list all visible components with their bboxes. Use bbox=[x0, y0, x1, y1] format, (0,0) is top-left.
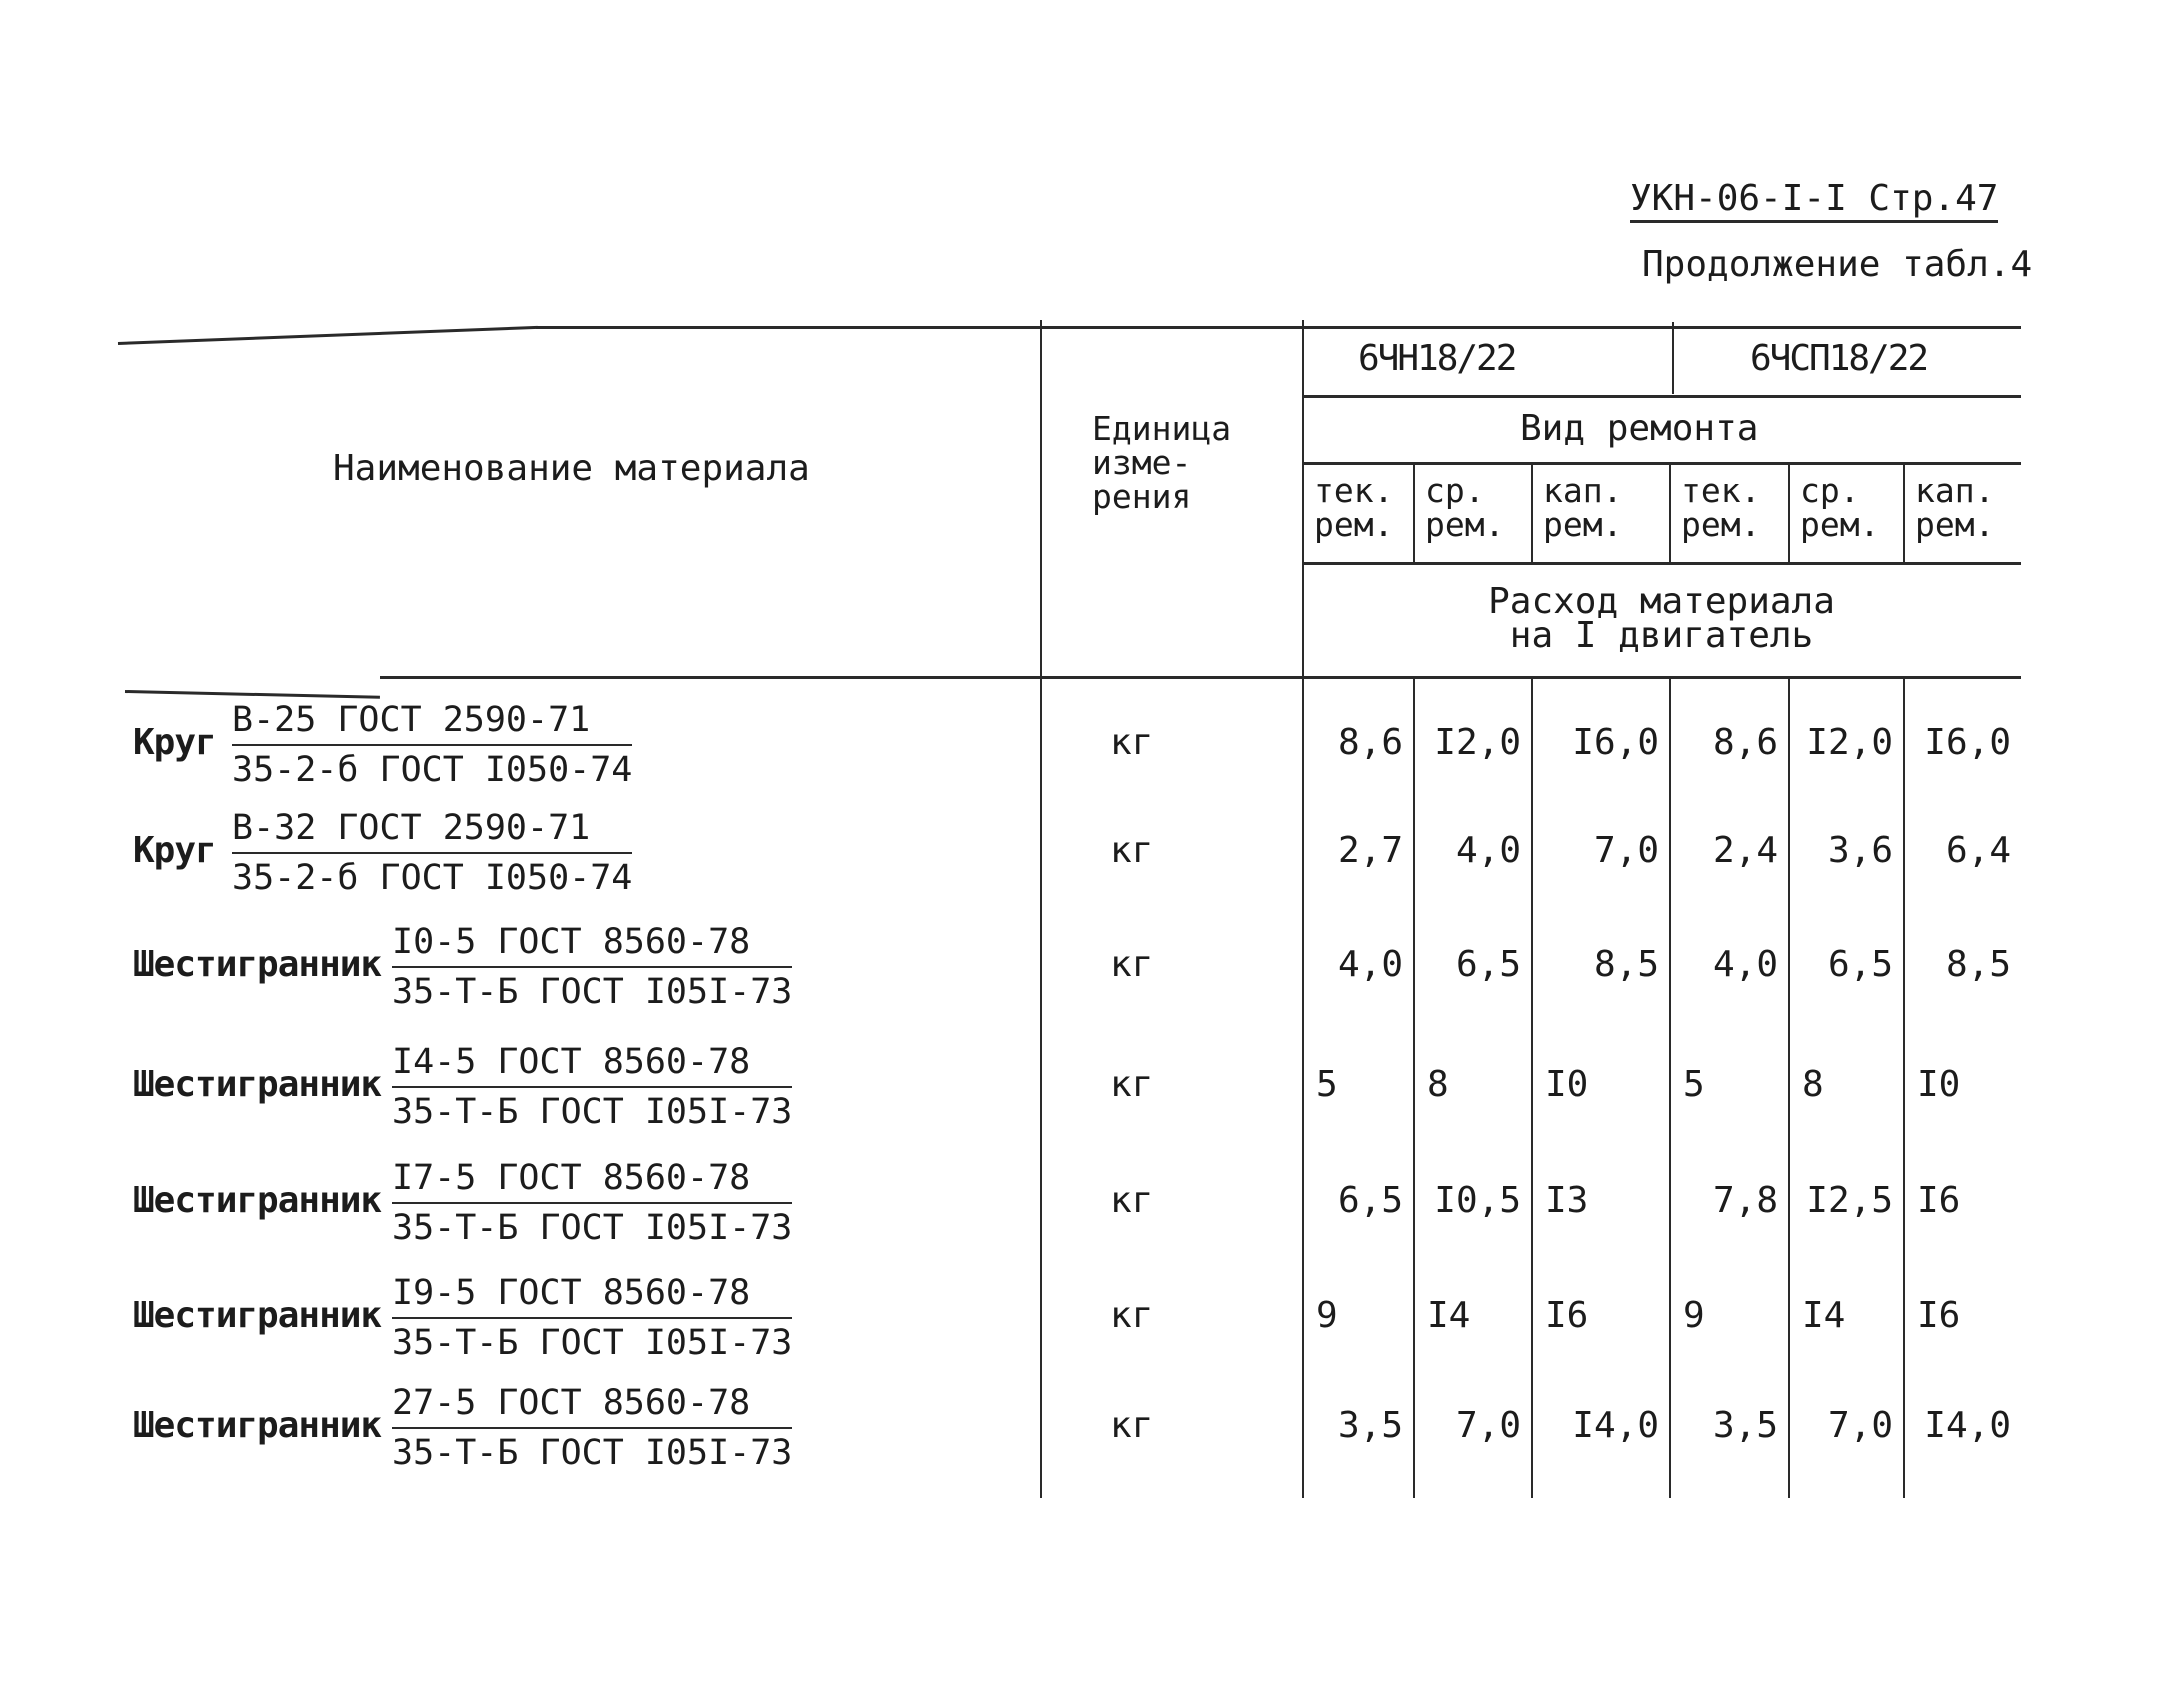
material-spec-denominator: 35-Т-Б ГОСТ I05I-73 bbox=[392, 972, 793, 1012]
repair-col-header-line: рем. bbox=[1915, 505, 1995, 544]
repair-col-header-line: рем. bbox=[1800, 505, 1880, 544]
material-spec-fraction bbox=[392, 1044, 792, 1130]
divider-header-c2 bbox=[1531, 462, 1533, 562]
divider-header-c4 bbox=[1788, 462, 1790, 562]
value-cell: 3,6 bbox=[1827, 830, 1893, 871]
header-rule bbox=[380, 676, 2021, 679]
value-cell: 8 bbox=[1427, 1064, 1449, 1105]
value-cell: 8 bbox=[1802, 1064, 1824, 1105]
value-cell: 7,0 bbox=[1827, 1405, 1893, 1446]
col-header-unit bbox=[1092, 409, 1232, 516]
col-header-unit-line3: рения bbox=[1092, 477, 1192, 516]
divider-unit-values bbox=[1302, 320, 1304, 1498]
value-cell: I6 bbox=[1917, 1180, 1961, 1221]
value-cell: I6,0 bbox=[1572, 722, 1659, 763]
unit-cell: кг bbox=[1110, 944, 1154, 985]
col-header-name: Наименование материала bbox=[333, 448, 810, 489]
divider-header-c1 bbox=[1413, 462, 1415, 562]
value-cell: 8,6 bbox=[1337, 722, 1403, 763]
material-spec-denominator: 35-Т-Б ГОСТ I05I-73 bbox=[392, 1323, 793, 1363]
value-cell: I4,0 bbox=[1572, 1405, 1659, 1446]
repair-col-header-line: ср. bbox=[1800, 471, 1860, 510]
material-spec-denominator: 35-Т-Б ГОСТ I05I-73 bbox=[392, 1208, 793, 1248]
divider-body-c5 bbox=[1903, 678, 1905, 1498]
consumption-line1: Расход материала bbox=[1488, 581, 1835, 622]
engine-2-header: 6ЧСП18/22 bbox=[1750, 338, 1928, 379]
repair-col-header bbox=[1800, 471, 1880, 544]
unit-cell: кг bbox=[1110, 1295, 1154, 1336]
divider-body-c4 bbox=[1788, 678, 1790, 1498]
material-spec-denominator: 35-Т-Б ГОСТ I05I-73 bbox=[392, 1433, 793, 1473]
material-spec-fraction bbox=[232, 810, 632, 896]
value-cell: 5 bbox=[1316, 1064, 1338, 1105]
repair-type-header: Вид ремонта bbox=[1520, 408, 1759, 449]
value-cell: 6,5 bbox=[1455, 944, 1521, 985]
divider-body-c2 bbox=[1531, 678, 1533, 1498]
value-cell: 5 bbox=[1683, 1064, 1705, 1105]
unit-cell: кг bbox=[1110, 1405, 1154, 1446]
value-cell: 8,6 bbox=[1712, 722, 1778, 763]
repair-col-header-line: тек. bbox=[1681, 471, 1761, 510]
material-spec-numerator: I4-5 ГОСТ 8560-78 bbox=[392, 1044, 792, 1088]
value-cell: I4,0 bbox=[1924, 1405, 2011, 1446]
repair-cols-rule bbox=[1302, 562, 2021, 565]
value-cell: 7,8 bbox=[1712, 1180, 1778, 1221]
repair-col-header-line: кап. bbox=[1915, 471, 1995, 510]
material-name: Круг bbox=[133, 830, 216, 871]
repair-col-header-line: рем. bbox=[1543, 505, 1623, 544]
divider-body-c1 bbox=[1413, 678, 1415, 1498]
material-name: Шестигранник bbox=[133, 1180, 382, 1221]
material-name: Шестигранник bbox=[133, 1064, 382, 1105]
value-cell: 2,4 bbox=[1712, 830, 1778, 871]
material-spec-fraction bbox=[392, 1385, 792, 1471]
header-rule-left bbox=[125, 690, 380, 699]
consumption-line2: на I двигатель bbox=[1509, 615, 1814, 656]
repair-col-header-line: рем. bbox=[1425, 505, 1505, 544]
value-cell: 9 bbox=[1316, 1295, 1338, 1336]
material-name: Шестигранник bbox=[133, 1295, 382, 1336]
material-spec-numerator: I9-5 ГОСТ 8560-78 bbox=[392, 1275, 792, 1319]
material-spec-numerator: В-32 ГОСТ 2590-71 bbox=[232, 810, 632, 854]
material-spec-fraction bbox=[392, 1160, 792, 1246]
consumption-header bbox=[1302, 581, 2021, 656]
material-spec-denominator: 35-2-б ГОСТ I050-74 bbox=[232, 858, 633, 898]
top-rule bbox=[536, 326, 2021, 329]
repair-col-header-line: рем. bbox=[1314, 505, 1394, 544]
repair-col-header bbox=[1425, 471, 1505, 544]
value-cell: I6 bbox=[1545, 1295, 1589, 1336]
top-rule-left bbox=[118, 326, 538, 345]
material-spec-denominator: 35-2-б ГОСТ I050-74 bbox=[232, 750, 633, 790]
material-spec-numerator: В-25 ГОСТ 2590-71 bbox=[232, 702, 632, 746]
material-spec-denominator: 35-Т-Б ГОСТ I05I-73 bbox=[392, 1092, 793, 1132]
divider-name-unit bbox=[1040, 320, 1042, 1498]
engine-rule bbox=[1302, 395, 2021, 398]
repair-col-header bbox=[1543, 471, 1623, 544]
col-header-unit-line1: Единица bbox=[1092, 409, 1232, 448]
repair-col-header-line: кап. bbox=[1543, 471, 1623, 510]
value-cell: I2,0 bbox=[1806, 722, 1893, 763]
unit-cell: кг bbox=[1110, 830, 1154, 871]
continuation-label: Продолжение табл.4 bbox=[1642, 244, 2033, 285]
value-cell: 6,5 bbox=[1337, 1180, 1403, 1221]
value-cell: 4,0 bbox=[1455, 830, 1521, 871]
value-cell: 7,0 bbox=[1593, 830, 1659, 871]
unit-cell: кг bbox=[1110, 1180, 1154, 1221]
value-cell: I4 bbox=[1427, 1295, 1471, 1336]
repair-col-header-line: рем. bbox=[1681, 505, 1761, 544]
value-cell: I6 bbox=[1917, 1295, 1961, 1336]
value-cell: I4 bbox=[1802, 1295, 1846, 1336]
value-cell: I0,5 bbox=[1434, 1180, 1521, 1221]
value-cell: 2,7 bbox=[1337, 830, 1403, 871]
value-cell: 4,0 bbox=[1712, 944, 1778, 985]
divider-engines bbox=[1672, 322, 1674, 394]
value-cell: I3 bbox=[1545, 1180, 1589, 1221]
value-cell: 8,5 bbox=[1945, 944, 2011, 985]
value-cell: I0 bbox=[1917, 1064, 1961, 1105]
value-cell: I6,0 bbox=[1924, 722, 2011, 763]
repair-col-header bbox=[1314, 471, 1394, 544]
repair-type-rule bbox=[1302, 462, 2021, 465]
repair-col-header-line: тек. bbox=[1314, 471, 1394, 510]
repair-col-header bbox=[1681, 471, 1761, 544]
material-spec-numerator: I0-5 ГОСТ 8560-78 bbox=[392, 924, 792, 968]
divider-header-c5 bbox=[1903, 462, 1905, 562]
value-cell: 8,5 bbox=[1593, 944, 1659, 985]
material-name: Шестигранник bbox=[133, 944, 382, 985]
material-spec-numerator: I7-5 ГОСТ 8560-78 bbox=[392, 1160, 792, 1204]
value-cell: 7,0 bbox=[1455, 1405, 1521, 1446]
document-reference: УКН-06-I-I Стр.47 bbox=[1630, 180, 1998, 223]
material-name: Круг bbox=[133, 722, 216, 763]
unit-cell: кг bbox=[1110, 722, 1154, 763]
engine-1-header: 6ЧН18/22 bbox=[1358, 338, 1516, 379]
divider-header-c3 bbox=[1669, 462, 1671, 562]
value-cell: I2,5 bbox=[1806, 1180, 1893, 1221]
divider-body-c3 bbox=[1669, 678, 1671, 1498]
value-cell: I2,0 bbox=[1434, 722, 1521, 763]
material-spec-fraction bbox=[392, 1275, 792, 1361]
repair-col-header-line: ср. bbox=[1425, 471, 1485, 510]
value-cell: 4,0 bbox=[1337, 944, 1403, 985]
value-cell: 3,5 bbox=[1337, 1405, 1403, 1446]
value-cell: 9 bbox=[1683, 1295, 1705, 1336]
material-spec-fraction bbox=[232, 702, 632, 788]
material-spec-numerator: 27-5 ГОСТ 8560-78 bbox=[392, 1385, 792, 1429]
material-spec-fraction bbox=[392, 924, 792, 1010]
value-cell: 6,4 bbox=[1945, 830, 2011, 871]
material-name: Шестигранник bbox=[133, 1405, 382, 1446]
value-cell: 6,5 bbox=[1827, 944, 1893, 985]
value-cell: I0 bbox=[1545, 1064, 1589, 1105]
value-cell: 3,5 bbox=[1712, 1405, 1778, 1446]
col-header-unit-line2: изме- bbox=[1092, 443, 1192, 482]
unit-cell: кг bbox=[1110, 1064, 1154, 1105]
repair-col-header bbox=[1915, 471, 1995, 544]
